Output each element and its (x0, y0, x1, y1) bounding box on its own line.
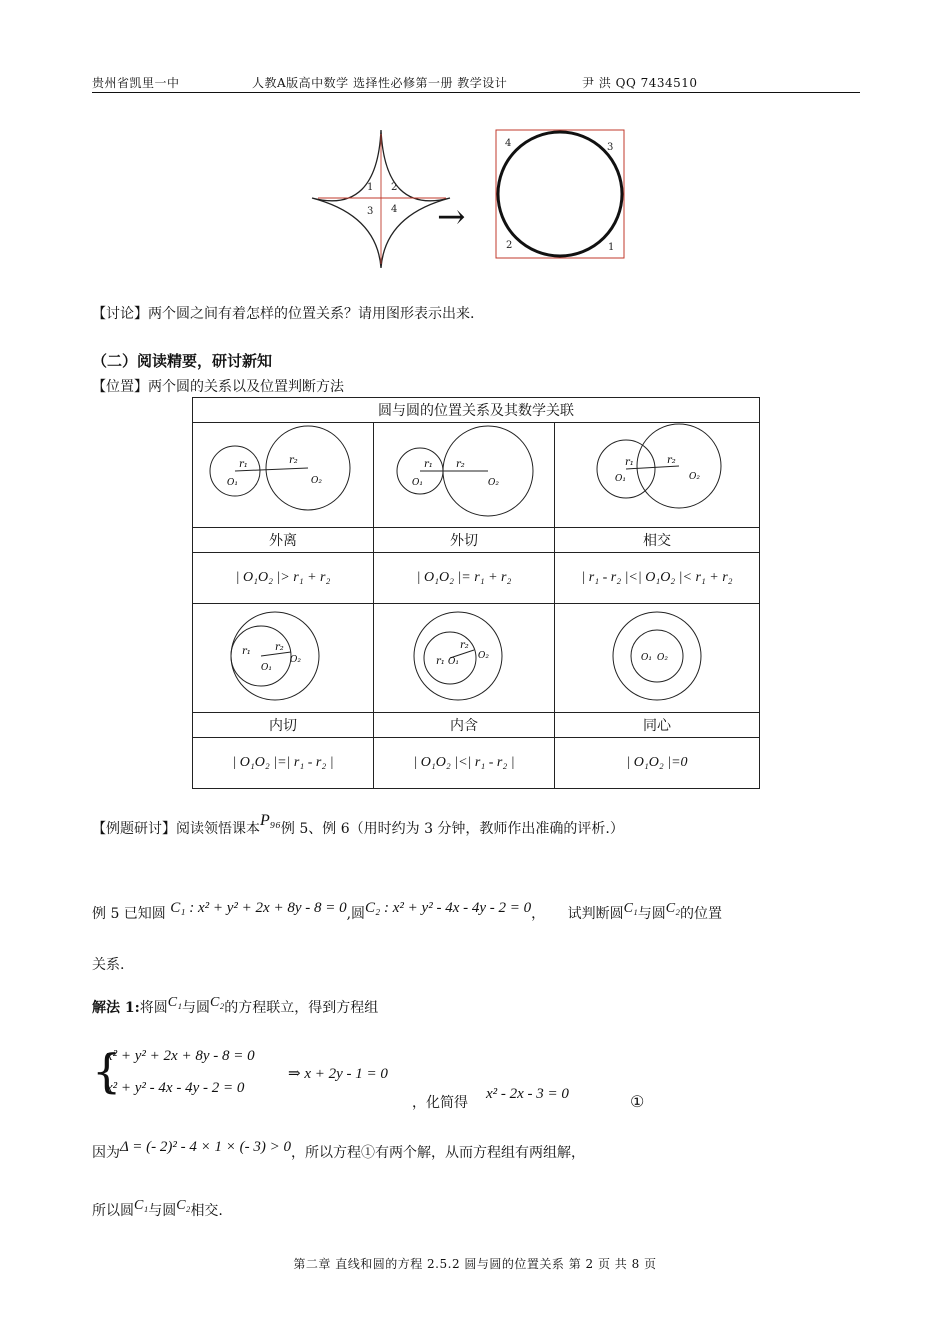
example5-line1 (92, 900, 723, 923)
example5-and: 与圆 (637, 906, 666, 922)
position-text: 两个圆的关系以及位置判断方法 (148, 379, 344, 395)
because-text2: ，所以方程①有两个解，从而方程组有两组解， (290, 1145, 585, 1161)
formula-intersecting: | r₁ - r₂ |<| O₁O₂ |< r₁ + r₂ (555, 553, 760, 604)
astroid-label-1: 1 (367, 182, 374, 193)
arrow-icon: → (437, 197, 466, 237)
section-title: （二）阅读精要，研讨新知 (92, 352, 273, 370)
diagram-externally-tangent (374, 423, 555, 528)
discussion-line (92, 303, 474, 323)
circle-relation-table (192, 397, 760, 789)
formula-externally-tangent: | O₁O₂ |= r₁ + r₂ (374, 553, 555, 604)
label-intersecting: 相交 (555, 528, 760, 553)
diagram-intersecting (555, 423, 760, 528)
svg-text:O₁: O₁ (261, 663, 272, 673)
implied-eq: ⇒ x + 2y - 1 = 0 (288, 1066, 388, 1082)
header-rule (92, 92, 860, 93)
brace-icon: { (92, 1044, 122, 1098)
diagram-separate (193, 423, 374, 528)
label-contained: 内含 (374, 713, 555, 738)
svg-text:r₂: r₂ (456, 459, 465, 470)
conclusion-line (92, 1200, 223, 1220)
svg-text:O₂: O₂ (311, 476, 322, 486)
astroid-label-2: 2 (391, 182, 398, 193)
svg-text:r₂: r₂ (460, 640, 469, 651)
page-ref: P₉₆ (260, 812, 281, 829)
example5-ask3: 关系. (92, 957, 125, 973)
example5-c1-eq: C₁ : x² + y² + 2x + 8y - 8 = 0 (170, 900, 347, 916)
formula-internally-tangent: | O₁O₂ |=| r₁ - r₂ | (193, 738, 374, 789)
svg-text:r₂: r₂ (289, 455, 298, 466)
svg-text:r₁: r₁ (625, 457, 634, 468)
solution-line1 (92, 997, 378, 1017)
circled-one: ① (630, 1092, 645, 1111)
svg-text:r₂: r₂ (275, 642, 284, 653)
example5-prefix: 例 5 已知圆 (92, 906, 166, 922)
svg-text:O₁: O₁ (448, 657, 459, 667)
solution-C1: C₁ (167, 995, 183, 1010)
formula-concentric: | O₁O₂ |=0 (555, 738, 760, 789)
svg-text:O₂: O₂ (478, 651, 489, 661)
discussion-tag: 【讨论】 (92, 306, 148, 322)
because-text: 因为 (92, 1145, 120, 1161)
discriminant: Δ = (- 2)² - 4 × 1 × (- 3) > 0 (120, 1139, 291, 1155)
label-internally-tangent: 内切 (193, 713, 374, 738)
svg-text:r₁: r₁ (424, 459, 433, 470)
svg-text:O₂: O₂ (689, 472, 700, 482)
svg-text:r₁: r₁ (242, 646, 251, 657)
square-label-1: 1 (608, 242, 615, 253)
solution-t2: 与圆 (182, 1000, 211, 1016)
square-label-2: 2 (506, 240, 513, 251)
label-externally-tangent: 外切 (374, 528, 555, 553)
svg-text:O₁: O₁ (615, 474, 626, 484)
diagram-contained (374, 604, 555, 713)
example5-comma: ， (531, 906, 546, 922)
svg-text:O₁: O₁ (412, 478, 423, 488)
simplify-text: ，化简得 (412, 1095, 468, 1111)
formula-separate: | O₁O₂ |> r₁ + r₂ (193, 553, 374, 604)
astroid-shape (312, 130, 450, 268)
quadratic-eq: x² - 2x - 3 = 0 (486, 1086, 569, 1102)
svg-text:O₂: O₂ (488, 478, 499, 488)
equation-system (92, 1044, 852, 1111)
table-caption: 圆与圆的位置关系及其数学关联 (193, 398, 760, 423)
example5-ask2: 的位置 (680, 906, 723, 922)
system-eq2: x² + y² - 4x - 4y - 2 = 0 (106, 1080, 245, 1096)
svg-text:r₁: r₁ (239, 459, 248, 470)
example5-mid: ,圆 (346, 906, 366, 922)
svg-text:O₂: O₂ (290, 655, 301, 665)
example5-C1: C₁ (623, 901, 638, 916)
label-concentric: 同心 (555, 713, 760, 738)
example5-ask1: 试判断圆 (567, 906, 624, 922)
solution-t3: 的方程联立，得到方程组 (224, 1000, 379, 1016)
square-label-4: 4 (505, 138, 512, 149)
header-book: 人教A版高中数学 选择性必修第一册 教学设计 (252, 76, 508, 90)
solution-C2: C₂ (210, 995, 225, 1010)
so-and: 与圆 (148, 1203, 177, 1219)
astroid-label-3: 3 (367, 206, 374, 217)
example5-c2-eq: C₂ : x² + y² - 4x - 4y - 2 = 0 (365, 900, 532, 916)
solution-t1: 将圆 (139, 1000, 168, 1016)
label-separate: 外离 (193, 528, 374, 553)
square-label-3: 3 (607, 142, 614, 153)
svg-text:O₁: O₁ (227, 478, 238, 488)
svg-text:r₁: r₁ (436, 656, 445, 667)
solution-title: 解法 1: (92, 1000, 140, 1016)
example-study-text2: 例 5、例 6（用时约为 3 分钟，教师作出准确的评析.） (280, 821, 624, 837)
page-footer: 第二章 直线和圆的方程 2.5.2 圆与圆的位置关系 第 2 页 共 8 页 (293, 1257, 657, 1271)
svg-text:O₂: O₂ (657, 653, 668, 663)
formula-contained: | O₁O₂ |<| r₁ - r₂ | (374, 738, 555, 789)
example-study-line (92, 812, 624, 838)
example-study-text1: 阅读领悟课本 (176, 821, 260, 837)
diagram-concentric (555, 604, 760, 713)
because-line (92, 1139, 585, 1162)
system-eq1: x² + y² + 2x + 8y - 8 = 0 (106, 1048, 255, 1064)
astroid-to-circle-figure (300, 120, 640, 270)
position-line (92, 376, 344, 396)
example-study-tag: 【例题研讨】 (92, 821, 176, 837)
position-tag: 【位置】 (92, 379, 148, 395)
so-text: 所以圆 (92, 1203, 134, 1219)
header-school: 贵州省凯里一中 (92, 76, 180, 90)
so-end: 相交. (190, 1203, 223, 1219)
header-author: 尹 洪 QQ 7434510 (582, 76, 698, 90)
diagram-internally-tangent (193, 604, 374, 713)
svg-text:O₁: O₁ (641, 653, 652, 663)
example5-C2: C₂ (665, 901, 681, 916)
astroid-label-4: 4 (391, 204, 398, 215)
so-C2: C₂ (176, 1198, 191, 1213)
square-circle-shape (496, 130, 624, 258)
so-C1: C₁ (134, 1198, 149, 1213)
svg-text:r₂: r₂ (667, 455, 676, 466)
discussion-text: 两个圆之间有着怎样的位置关系？请用图形表示出来. (148, 306, 475, 322)
